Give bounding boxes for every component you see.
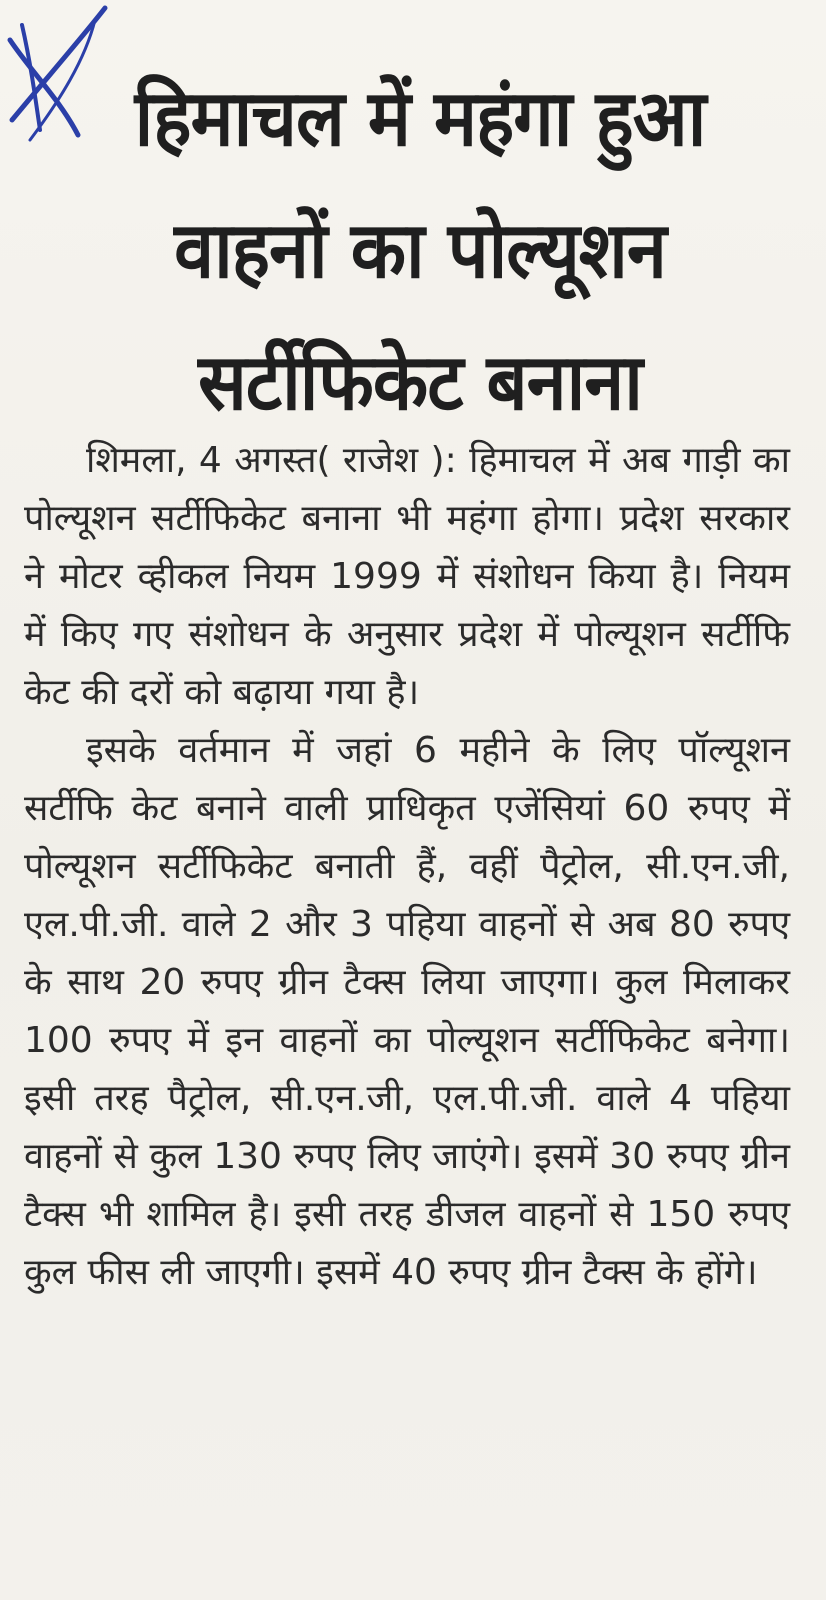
paragraph-text: इसके वर्तमान में जहां 6 महीने के लिए पॉल्यूशन सर्टीफि केट बनाने वाली प्राधिकृत एजेंसियां 60 रुपए में पोल्यूशन सर्टीफिकेट बनाती हैं, वहीं पैट्रोल, सी.एन.जी, एल.पी.जी. वाले 2 और 3 पहिया वाहनों से अब 80 रुपए के साथ 20 रुपए ग्रीन टैक्स लिया जाएगा। कुल मिलाकर 100 रुपए में इन वाहनों का पोल्यूशन सर्टीफिकेट बनेगा। इसी तरह पैट्रोल, सी.एन.जी, एल.पी.जी. वाले 4 पहिया वाहनों से कुल 130 रुपए लिए जाएंगे। इसमें 30 रुपए ग्रीन टैक्स भी शामिल है। इसी तरह डीजल वाहनों से 150 रुपए कुल फीस ली जाएगी। इसमें 40 रुपए ग्रीन टैक्स के होंगे। xyxy=(24,730,790,1293)
dateline: शिमला, 4 अगस्त( राजेश ): xyxy=(86,440,457,481)
headline-line: वाहनों का पोल्यूशन xyxy=(174,204,666,296)
article-paragraph xyxy=(24,432,790,722)
article-paragraph xyxy=(24,722,790,1302)
headline xyxy=(40,52,800,448)
article-body xyxy=(24,432,790,1302)
headline-line: हिमाचल में महंगा हुआ xyxy=(134,72,706,164)
paragraph-text: हिमाचल में अब गाड़ी का पोल्यूशन सर्टीफिकेट बनाना भी महंगा होगा। प्रदेश सरकार ने मोटर व्हीकल नियम 1999 में संशोधन किया है। नियम में किए गए संशोधन के अनुसार प्रदेश में पोल्यूशन सर्टीफि केट की दरों को बढ़ाया गया है। xyxy=(24,440,790,713)
headline-line: सर्टीफिकेट बनाना xyxy=(198,336,642,428)
